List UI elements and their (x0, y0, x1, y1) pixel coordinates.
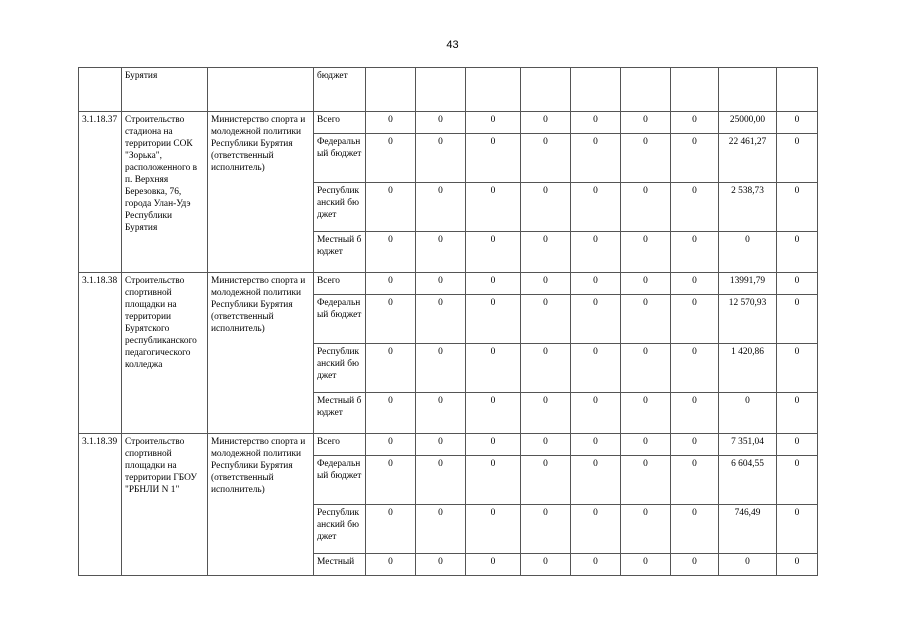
value-cell: 0 (571, 505, 621, 554)
value-cell: 0 (366, 112, 416, 134)
value-cell: 0 (521, 134, 571, 183)
value-cell: 0 (671, 273, 719, 295)
value-cell: 0 (571, 554, 621, 576)
value-cell: 0 (466, 183, 521, 232)
value-cell: 0 (416, 134, 466, 183)
value-cell: 0 (416, 183, 466, 232)
value-cell: 0 (416, 505, 466, 554)
table-row (79, 112, 818, 134)
executor-cell: Министерство спорта и молодежной политики Республики Бурятия (ответственный исполнитель) (208, 112, 314, 273)
value-cell: 0 (416, 456, 466, 505)
value-cell: 0 (777, 295, 818, 344)
value-cell: 0 (466, 393, 521, 434)
value-cell (571, 68, 621, 112)
value-cell: 0 (416, 273, 466, 295)
value-cell: 0 (621, 134, 671, 183)
value-cell: 0 (777, 434, 818, 456)
value-cell: 0 (366, 554, 416, 576)
value-cell: 0 (521, 456, 571, 505)
value-cell: 0 (719, 232, 777, 273)
source-cell: Всего (314, 434, 366, 456)
name-cell: Строительство стадиона на территории СОК "Зорька", расположенного в п. Верхняя Березовка, 76, города Улан-Удэ Республики Бурятия (122, 112, 208, 273)
value-cell: 746,49 (719, 505, 777, 554)
table-body (79, 68, 818, 576)
value-cell (521, 68, 571, 112)
source-cell: Республиканский бюджет (314, 344, 366, 393)
name-cell: Строительство спортивной площадки на территории Бурятского республиканского педагогического колледжа (122, 273, 208, 434)
value-cell: 0 (671, 183, 719, 232)
value-cell: 0 (777, 554, 818, 576)
value-cell: 0 (466, 134, 521, 183)
value-cell: 0 (466, 112, 521, 134)
source-cell: бюджет (314, 68, 366, 112)
source-cell: Всего (314, 273, 366, 295)
value-cell: 0 (416, 554, 466, 576)
value-cell: 0 (466, 344, 521, 393)
executor-cell (208, 68, 314, 112)
value-cell: 0 (671, 393, 719, 434)
value-cell: 12 570,93 (719, 295, 777, 344)
value-cell: 0 (621, 505, 671, 554)
value-cell: 0 (366, 232, 416, 273)
value-cell: 1 420,86 (719, 344, 777, 393)
value-cell: 0 (719, 393, 777, 434)
value-cell: 7 351,04 (719, 434, 777, 456)
value-cell: 0 (416, 344, 466, 393)
value-cell: 0 (521, 344, 571, 393)
value-cell: 0 (466, 505, 521, 554)
value-cell: 0 (521, 554, 571, 576)
value-cell: 0 (466, 273, 521, 295)
value-cell: 0 (571, 393, 621, 434)
value-cell: 0 (621, 456, 671, 505)
value-cell: 0 (671, 232, 719, 273)
value-cell: 0 (366, 273, 416, 295)
value-cell: 0 (777, 393, 818, 434)
code-cell: 3.1.18.37 (79, 112, 122, 273)
value-cell: 0 (671, 505, 719, 554)
value-cell: 6 604,55 (719, 456, 777, 505)
value-cell: 0 (466, 456, 521, 505)
value-cell (777, 68, 818, 112)
value-cell: 0 (571, 232, 621, 273)
source-cell: Республиканский бюджет (314, 183, 366, 232)
table-row (79, 434, 818, 456)
value-cell (416, 68, 466, 112)
executor-cell: Министерство спорта и молодежной политики Республики Бурятия (ответственный исполнитель) (208, 434, 314, 576)
value-cell: 0 (671, 434, 719, 456)
value-cell: 0 (671, 112, 719, 134)
value-cell: 0 (671, 456, 719, 505)
value-cell: 0 (571, 344, 621, 393)
value-cell: 0 (366, 393, 416, 434)
source-cell: Федеральный бюджет (314, 134, 366, 183)
value-cell: 0 (777, 456, 818, 505)
value-cell (466, 68, 521, 112)
value-cell: 0 (571, 456, 621, 505)
value-cell: 0 (571, 273, 621, 295)
value-cell: 0 (466, 295, 521, 344)
value-cell: 0 (366, 183, 416, 232)
value-cell: 0 (416, 112, 466, 134)
value-cell: 0 (671, 134, 719, 183)
value-cell: 0 (777, 344, 818, 393)
value-cell: 0 (621, 232, 671, 273)
value-cell: 0 (621, 183, 671, 232)
value-cell: 0 (416, 232, 466, 273)
value-cell: 22 461,27 (719, 134, 777, 183)
source-cell: Всего (314, 112, 366, 134)
value-cell: 0 (366, 505, 416, 554)
value-cell: 0 (366, 134, 416, 183)
value-cell: 0 (521, 434, 571, 456)
source-cell: Федеральный бюджет (314, 456, 366, 505)
value-cell: 0 (466, 232, 521, 273)
value-cell: 0 (521, 505, 571, 554)
value-cell: 0 (466, 434, 521, 456)
value-cell: 0 (777, 505, 818, 554)
value-cell: 25000,00 (719, 112, 777, 134)
value-cell: 13991,79 (719, 273, 777, 295)
value-cell: 0 (777, 134, 818, 183)
value-cell (621, 68, 671, 112)
value-cell: 0 (621, 112, 671, 134)
value-cell: 0 (621, 295, 671, 344)
value-cell: 0 (571, 434, 621, 456)
value-cell: 0 (777, 232, 818, 273)
value-cell: 0 (777, 112, 818, 134)
value-cell: 0 (521, 393, 571, 434)
value-cell: 0 (777, 273, 818, 295)
value-cell: 0 (521, 232, 571, 273)
source-cell: Республиканский бюджет (314, 505, 366, 554)
value-cell: 2 538,73 (719, 183, 777, 232)
value-cell: 0 (521, 295, 571, 344)
value-cell: 0 (671, 344, 719, 393)
value-cell: 0 (416, 434, 466, 456)
value-cell: 0 (621, 393, 671, 434)
value-cell: 0 (571, 295, 621, 344)
name-cell: Строительство спортивной площадки на территории ГБОУ "РБНЛИ N 1" (122, 434, 208, 576)
value-cell: 0 (777, 183, 818, 232)
code-cell: 3.1.18.39 (79, 434, 122, 576)
value-cell: 0 (366, 456, 416, 505)
value-cell: 0 (571, 134, 621, 183)
source-cell: Местный (314, 554, 366, 576)
value-cell: 0 (571, 183, 621, 232)
code-cell: 3.1.18.38 (79, 273, 122, 434)
value-cell: 0 (366, 344, 416, 393)
name-cell: Бурятия (122, 68, 208, 112)
value-cell: 0 (416, 295, 466, 344)
continuation-row (79, 68, 818, 112)
source-cell: Местный бюджет (314, 232, 366, 273)
value-cell: 0 (571, 112, 621, 134)
value-cell: 0 (671, 295, 719, 344)
source-cell: Федеральный бюджет (314, 295, 366, 344)
value-cell: 0 (621, 554, 671, 576)
value-cell: 0 (466, 554, 521, 576)
value-cell: 0 (621, 434, 671, 456)
value-cell (366, 68, 416, 112)
value-cell: 0 (671, 554, 719, 576)
executor-cell: Министерство спорта и молодежной политики Республики Бурятия (ответственный исполнитель) (208, 273, 314, 434)
table-row (79, 273, 818, 295)
source-cell: Местный бюджет (314, 393, 366, 434)
value-cell (719, 68, 777, 112)
page-number: 43 (446, 39, 459, 51)
value-cell: 0 (366, 295, 416, 344)
value-cell (671, 68, 719, 112)
code-cell (79, 68, 122, 112)
budget-table (78, 67, 818, 576)
value-cell: 0 (416, 393, 466, 434)
value-cell: 0 (621, 273, 671, 295)
value-cell: 0 (521, 273, 571, 295)
value-cell: 0 (521, 112, 571, 134)
value-cell: 0 (366, 434, 416, 456)
value-cell: 0 (621, 344, 671, 393)
value-cell: 0 (521, 183, 571, 232)
value-cell: 0 (719, 554, 777, 576)
